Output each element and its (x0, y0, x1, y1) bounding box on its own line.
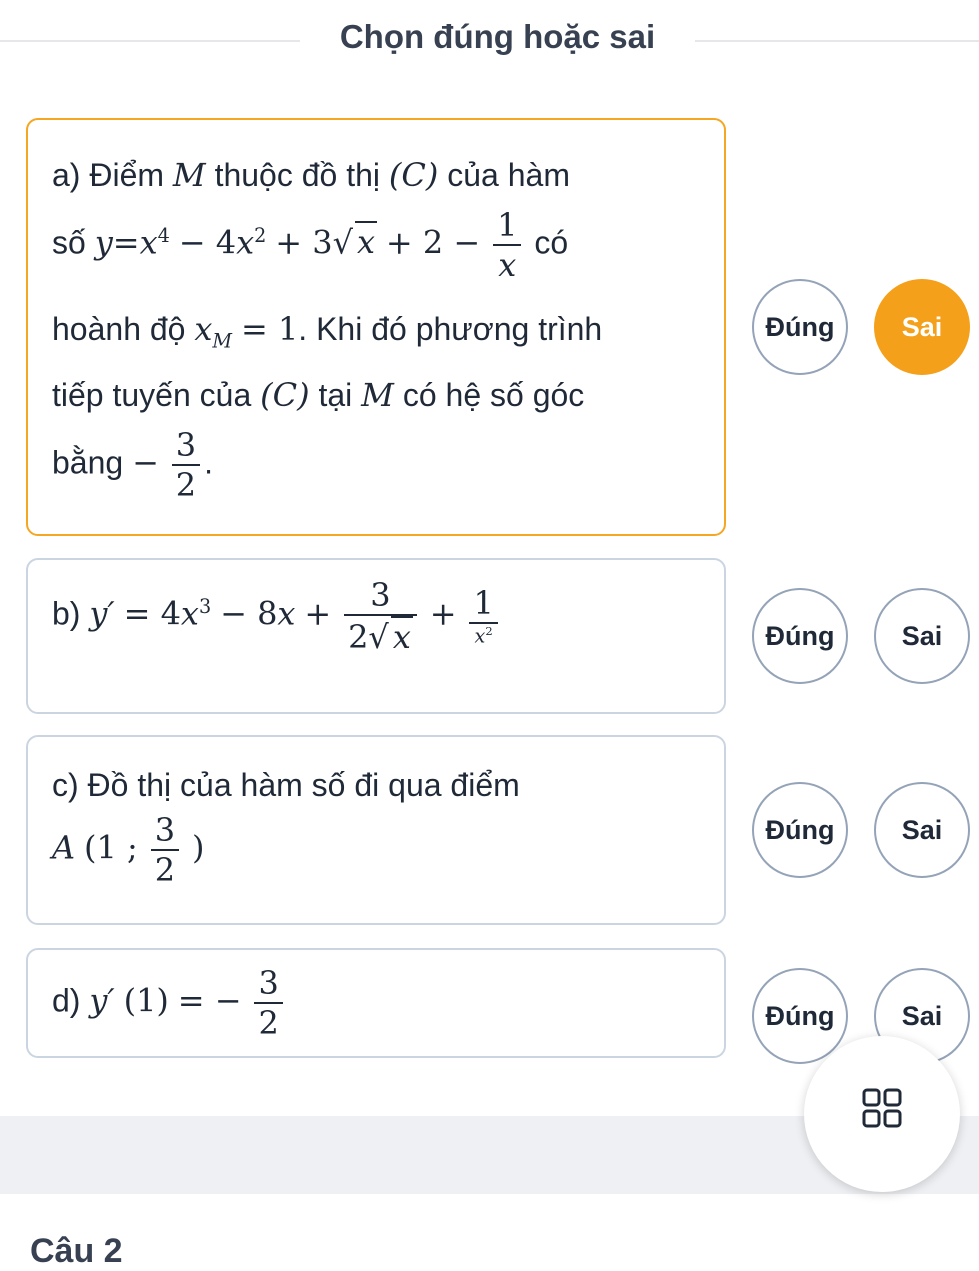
fraction (254, 964, 282, 1042)
math-op: = (112, 223, 140, 262)
frac-num: 3 (154, 811, 176, 849)
math-var: y (94, 223, 113, 262)
math-op: + (304, 594, 332, 633)
math-var: M (172, 156, 206, 194)
math-var: x (139, 223, 158, 262)
math-var: y′ (89, 594, 115, 633)
math-op: (1 ; (84, 828, 138, 867)
header-divider-right (695, 40, 979, 42)
frac-num: 3 (258, 964, 279, 1002)
stmt-a-text: a) Điểm (52, 157, 165, 193)
false-button-b[interactable]: Sai (874, 588, 970, 684)
stmt-a-text: tại (318, 377, 353, 413)
math-exp: 2 (485, 624, 493, 639)
math-exp: 4 (157, 223, 170, 247)
statement-card-d (26, 948, 726, 1058)
false-button-c[interactable]: Sai (874, 782, 970, 878)
math-var: (C) (388, 156, 439, 194)
math-op: + 3 (275, 223, 333, 262)
math-op: − 4 (178, 223, 237, 262)
fraction (493, 206, 521, 284)
true-button-c[interactable]: Đúng (752, 782, 848, 878)
frac-den: x (498, 246, 517, 284)
stmt-a-text: số (52, 224, 86, 261)
math-exp: 3 (198, 594, 212, 618)
math-op: + (429, 594, 457, 633)
math-var: x (356, 223, 376, 262)
math-op: − (132, 443, 159, 482)
stmt-a-text: có hệ số góc (402, 377, 585, 413)
stmt-a-text: . Khi đó phương trình (298, 311, 603, 347)
frac-den: 2 (348, 618, 369, 656)
grid-icon (862, 1088, 902, 1128)
math-op: = 1 (240, 310, 299, 348)
statement-card-b (26, 558, 726, 714)
stmt-d-label: d) (52, 982, 81, 1019)
fraction (344, 576, 417, 656)
frac-num: 3 (370, 576, 391, 614)
sqrt-icon: √ (332, 223, 353, 262)
math-op: ) (191, 828, 205, 867)
math-op: (1) (123, 981, 169, 1020)
math-var: A (52, 828, 76, 867)
math-var: y′ (89, 981, 115, 1020)
stmt-c-text: c) Đồ thị của hàm số đi qua điểm (52, 767, 520, 803)
frac-den: x (474, 624, 486, 648)
true-button-a[interactable]: Đúng (752, 279, 848, 375)
math-var: (C) (260, 376, 310, 414)
stmt-a-text: có (534, 224, 569, 261)
frac-den: 2 (154, 851, 176, 889)
math-var: x (236, 223, 255, 262)
stmt-a-text: tiếp tuyến của (52, 377, 252, 413)
stmt-a-text: . (204, 444, 214, 481)
statement-card-c (26, 735, 726, 925)
header-divider-left (0, 40, 300, 42)
sqrt-icon: √ (368, 618, 389, 656)
frac-num: 3 (175, 426, 197, 464)
math-op: = − (177, 981, 242, 1020)
false-button-d[interactable]: Sai (874, 968, 970, 1064)
math-var: x (194, 310, 213, 348)
fraction (151, 811, 179, 889)
header (0, 0, 979, 80)
math-var: M (361, 376, 394, 414)
math-sub: M (212, 329, 233, 353)
math-var: x (277, 594, 296, 633)
frac-den: 2 (175, 466, 197, 504)
frac-den: 2 (258, 1004, 279, 1042)
page-title: Chọn đúng hoặc sai (339, 18, 656, 55)
stmt-a-text: bằng (52, 444, 124, 481)
question-grid-fab[interactable] (804, 1036, 960, 1192)
true-button-d[interactable]: Đúng (752, 968, 848, 1064)
stmt-a-text: hoành độ (52, 311, 186, 347)
statement-card-a (26, 118, 726, 536)
math-exp: 2 (254, 223, 267, 247)
math-op: − 8 (220, 594, 278, 633)
fraction (172, 426, 200, 504)
frac-num: 1 (497, 206, 518, 244)
true-button-b[interactable]: Đúng (752, 588, 848, 684)
stmt-a-text: thuộc đồ thị (214, 157, 381, 193)
math-var: x (180, 594, 199, 633)
stmt-a-text: của hàm (447, 157, 570, 193)
next-question-title: Câu 2 (30, 1232, 123, 1270)
false-button-a[interactable]: Sai (874, 279, 970, 375)
fraction (469, 584, 497, 647)
stmt-b-label: b) (52, 595, 81, 632)
math-op: = 4 (123, 594, 181, 633)
math-var: x (392, 618, 411, 656)
frac-num: 1 (473, 584, 494, 623)
math-op: + 2 − (385, 223, 481, 262)
